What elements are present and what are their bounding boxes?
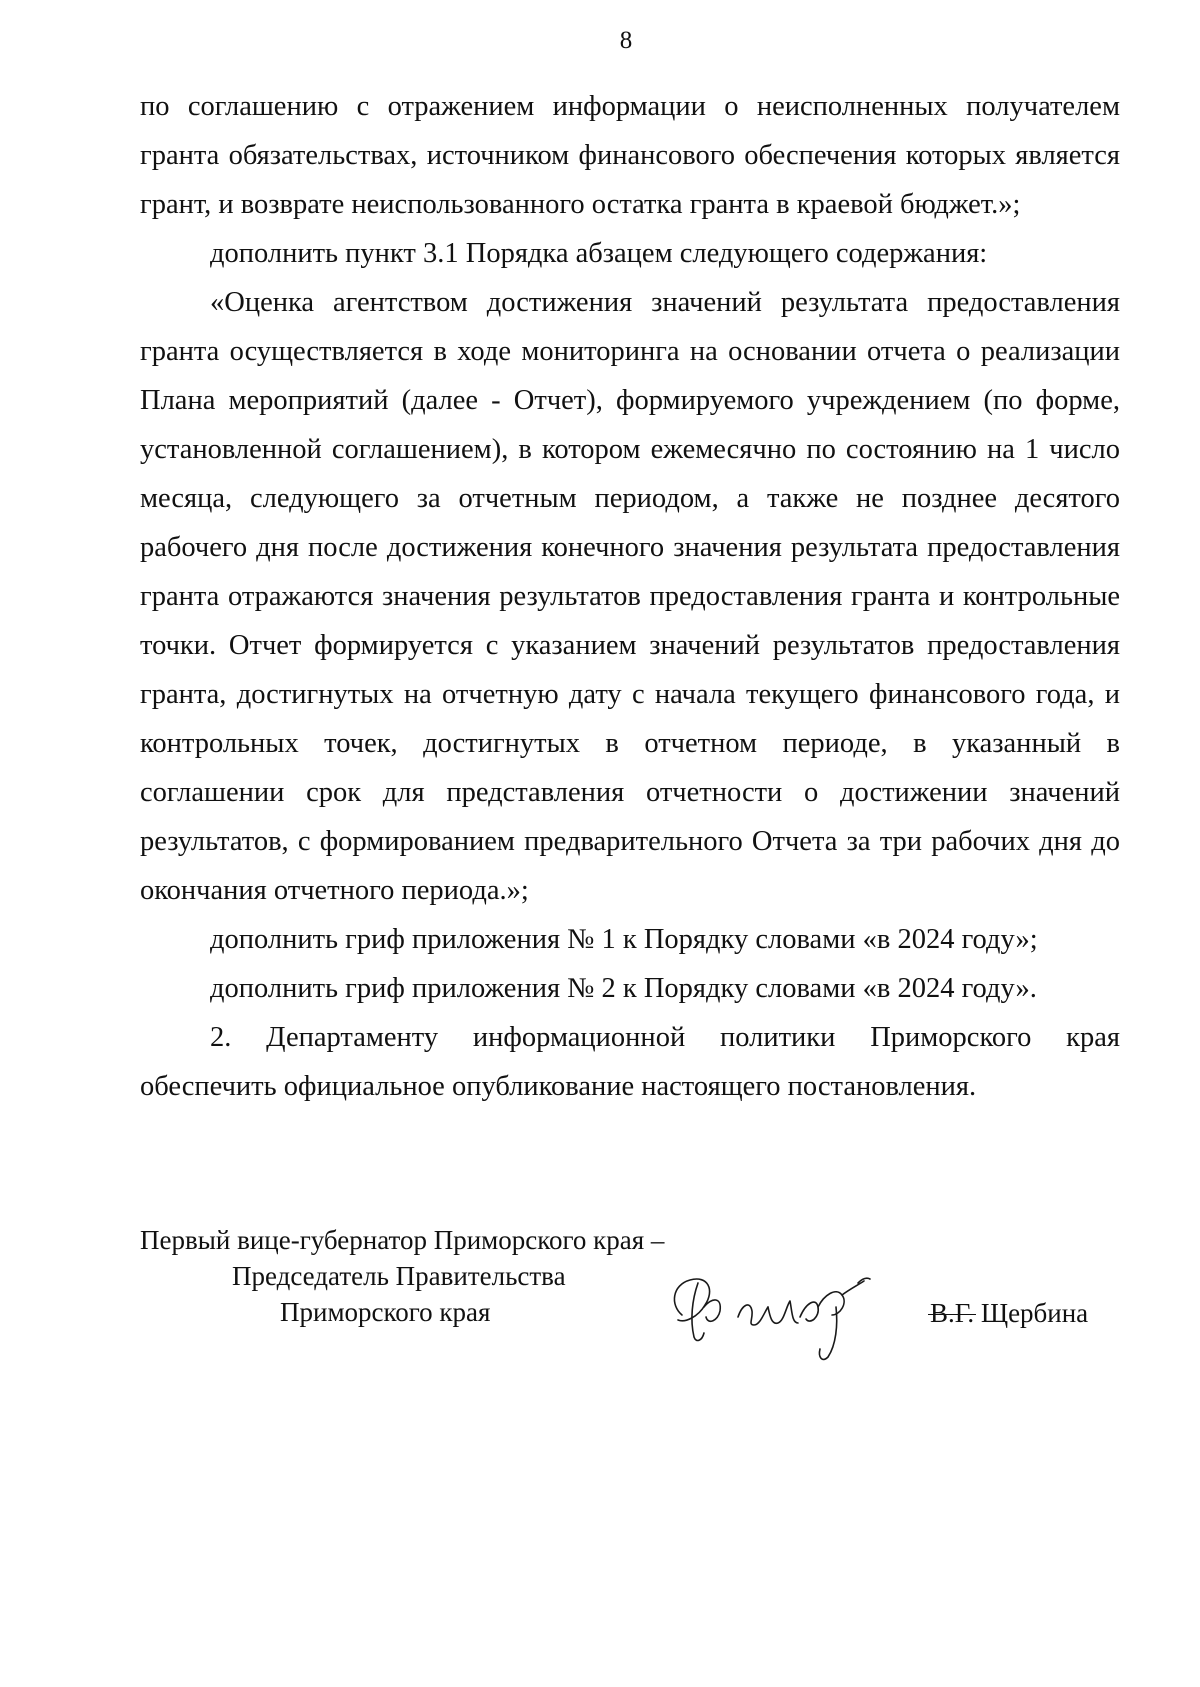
position-line-2: Председатель Правительства xyxy=(232,1261,566,1291)
position-line-3: Приморского края xyxy=(280,1297,491,1327)
paragraph-2: дополнить пункт 3.1 Порядка абзацем следующего содержания: xyxy=(210,238,988,269)
signer-name xyxy=(930,1295,1088,1331)
signer-surname: Щербина xyxy=(980,1298,1089,1328)
document-body xyxy=(140,82,1120,1111)
signer-initials: В.Г. xyxy=(930,1298,975,1328)
position-line-1: Первый вице-губернатор Приморского края – xyxy=(140,1225,665,1255)
handwritten-signature xyxy=(660,1245,930,1365)
signatory-position xyxy=(140,1222,664,1330)
paragraph-1: по соглашению с отражением информации о неисполненных получателем гранта обязательствах, источником финансового обеспечения которых является грант, и возврате неиспользованного остатка гранта в краевой бюджет.»; xyxy=(140,91,1120,220)
paragraph-4: дополнить гриф приложения № 1 к Порядку словами «в 2024 году»; xyxy=(210,924,1038,955)
paragraph-6: 2. Департаменту информационной политики Приморского края обеспечить официальное опубликование настоящего постановления. xyxy=(140,1022,1120,1102)
paragraph-3: «Оценка агентством достижения значений результата предоставления гранта осуществляется в ходе мониторинга на основании отчета о реализации Плана мероприятий (далее - Отчет), формируемого учреждением (по форме, установленной соглашением), в котором ежемесячно по состоянию на 1 число месяца, следующего за отчетным периодом, а также не позднее десятого рабочего дня после достижения конечного значения результата предоставления гранта отражаются значения результатов предоставления гранта и контрольные точки. Отчет формируется с указанием значений результатов предоставления гранта, достигнутых на отчетную дату с начала текущего финансового года, и контрольных точек, достигнутых в отчетном периоде, в указанный в соглашении срок для представления отчетности о достижении значений результатов, с формированием предварительного Отчета за три рабочих дня до окончания отчетного периода.»; xyxy=(140,287,1120,906)
page-number: 8 xyxy=(619,27,633,54)
paragraph-5: дополнить гриф приложения № 2 к Порядку словами «в 2024 году». xyxy=(210,973,1037,1004)
